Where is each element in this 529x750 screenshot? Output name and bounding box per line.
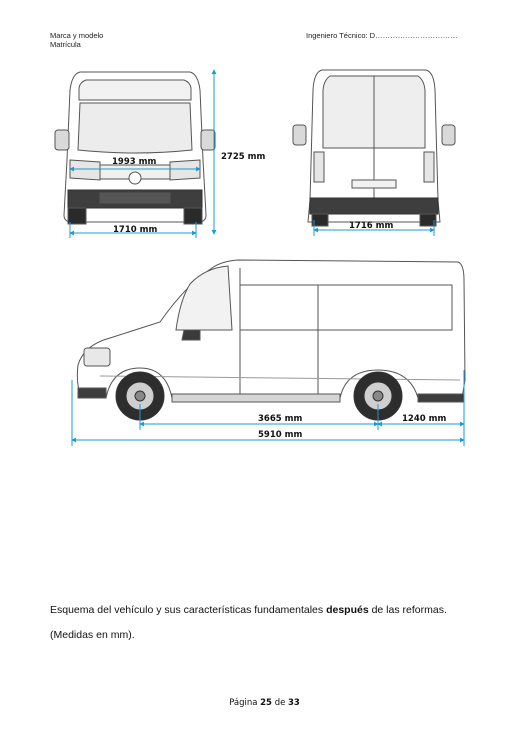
label-total-length: 5910 mm: [258, 430, 303, 440]
front-view: [55, 72, 215, 224]
footer-current-page: 25: [260, 698, 272, 708]
header-brand-model: Marca y modelo: [50, 31, 104, 40]
header-engineer: Ingeniero Técnico: D……………………………: [306, 31, 458, 40]
rear-view: [293, 70, 455, 226]
label-rear-overhang: 1240 mm: [402, 414, 447, 424]
label-front-mirror-width: 1993 mm: [112, 157, 157, 167]
caption-line-2: (Medidas en mm).: [50, 629, 135, 641]
header-plate: Matrícula: [50, 40, 81, 49]
page-footer: [0, 698, 529, 708]
label-wheelbase: 3665 mm: [258, 414, 303, 424]
label-height: 2725 mm: [221, 152, 266, 162]
label-front-track: 1710 mm: [113, 225, 158, 235]
footer-of-word: de: [274, 698, 286, 708]
caption-line-1: [50, 604, 447, 616]
caption-text-post: de las reformas.: [368, 604, 447, 616]
caption-text-pre: Esquema del vehículo y sus características fundamentales: [50, 604, 327, 616]
label-rear-track: 1716 mm: [349, 221, 394, 231]
caption-text-bold: después: [326, 604, 369, 616]
footer-page-word: Página: [229, 698, 258, 708]
footer-total-pages: 33: [288, 698, 300, 708]
